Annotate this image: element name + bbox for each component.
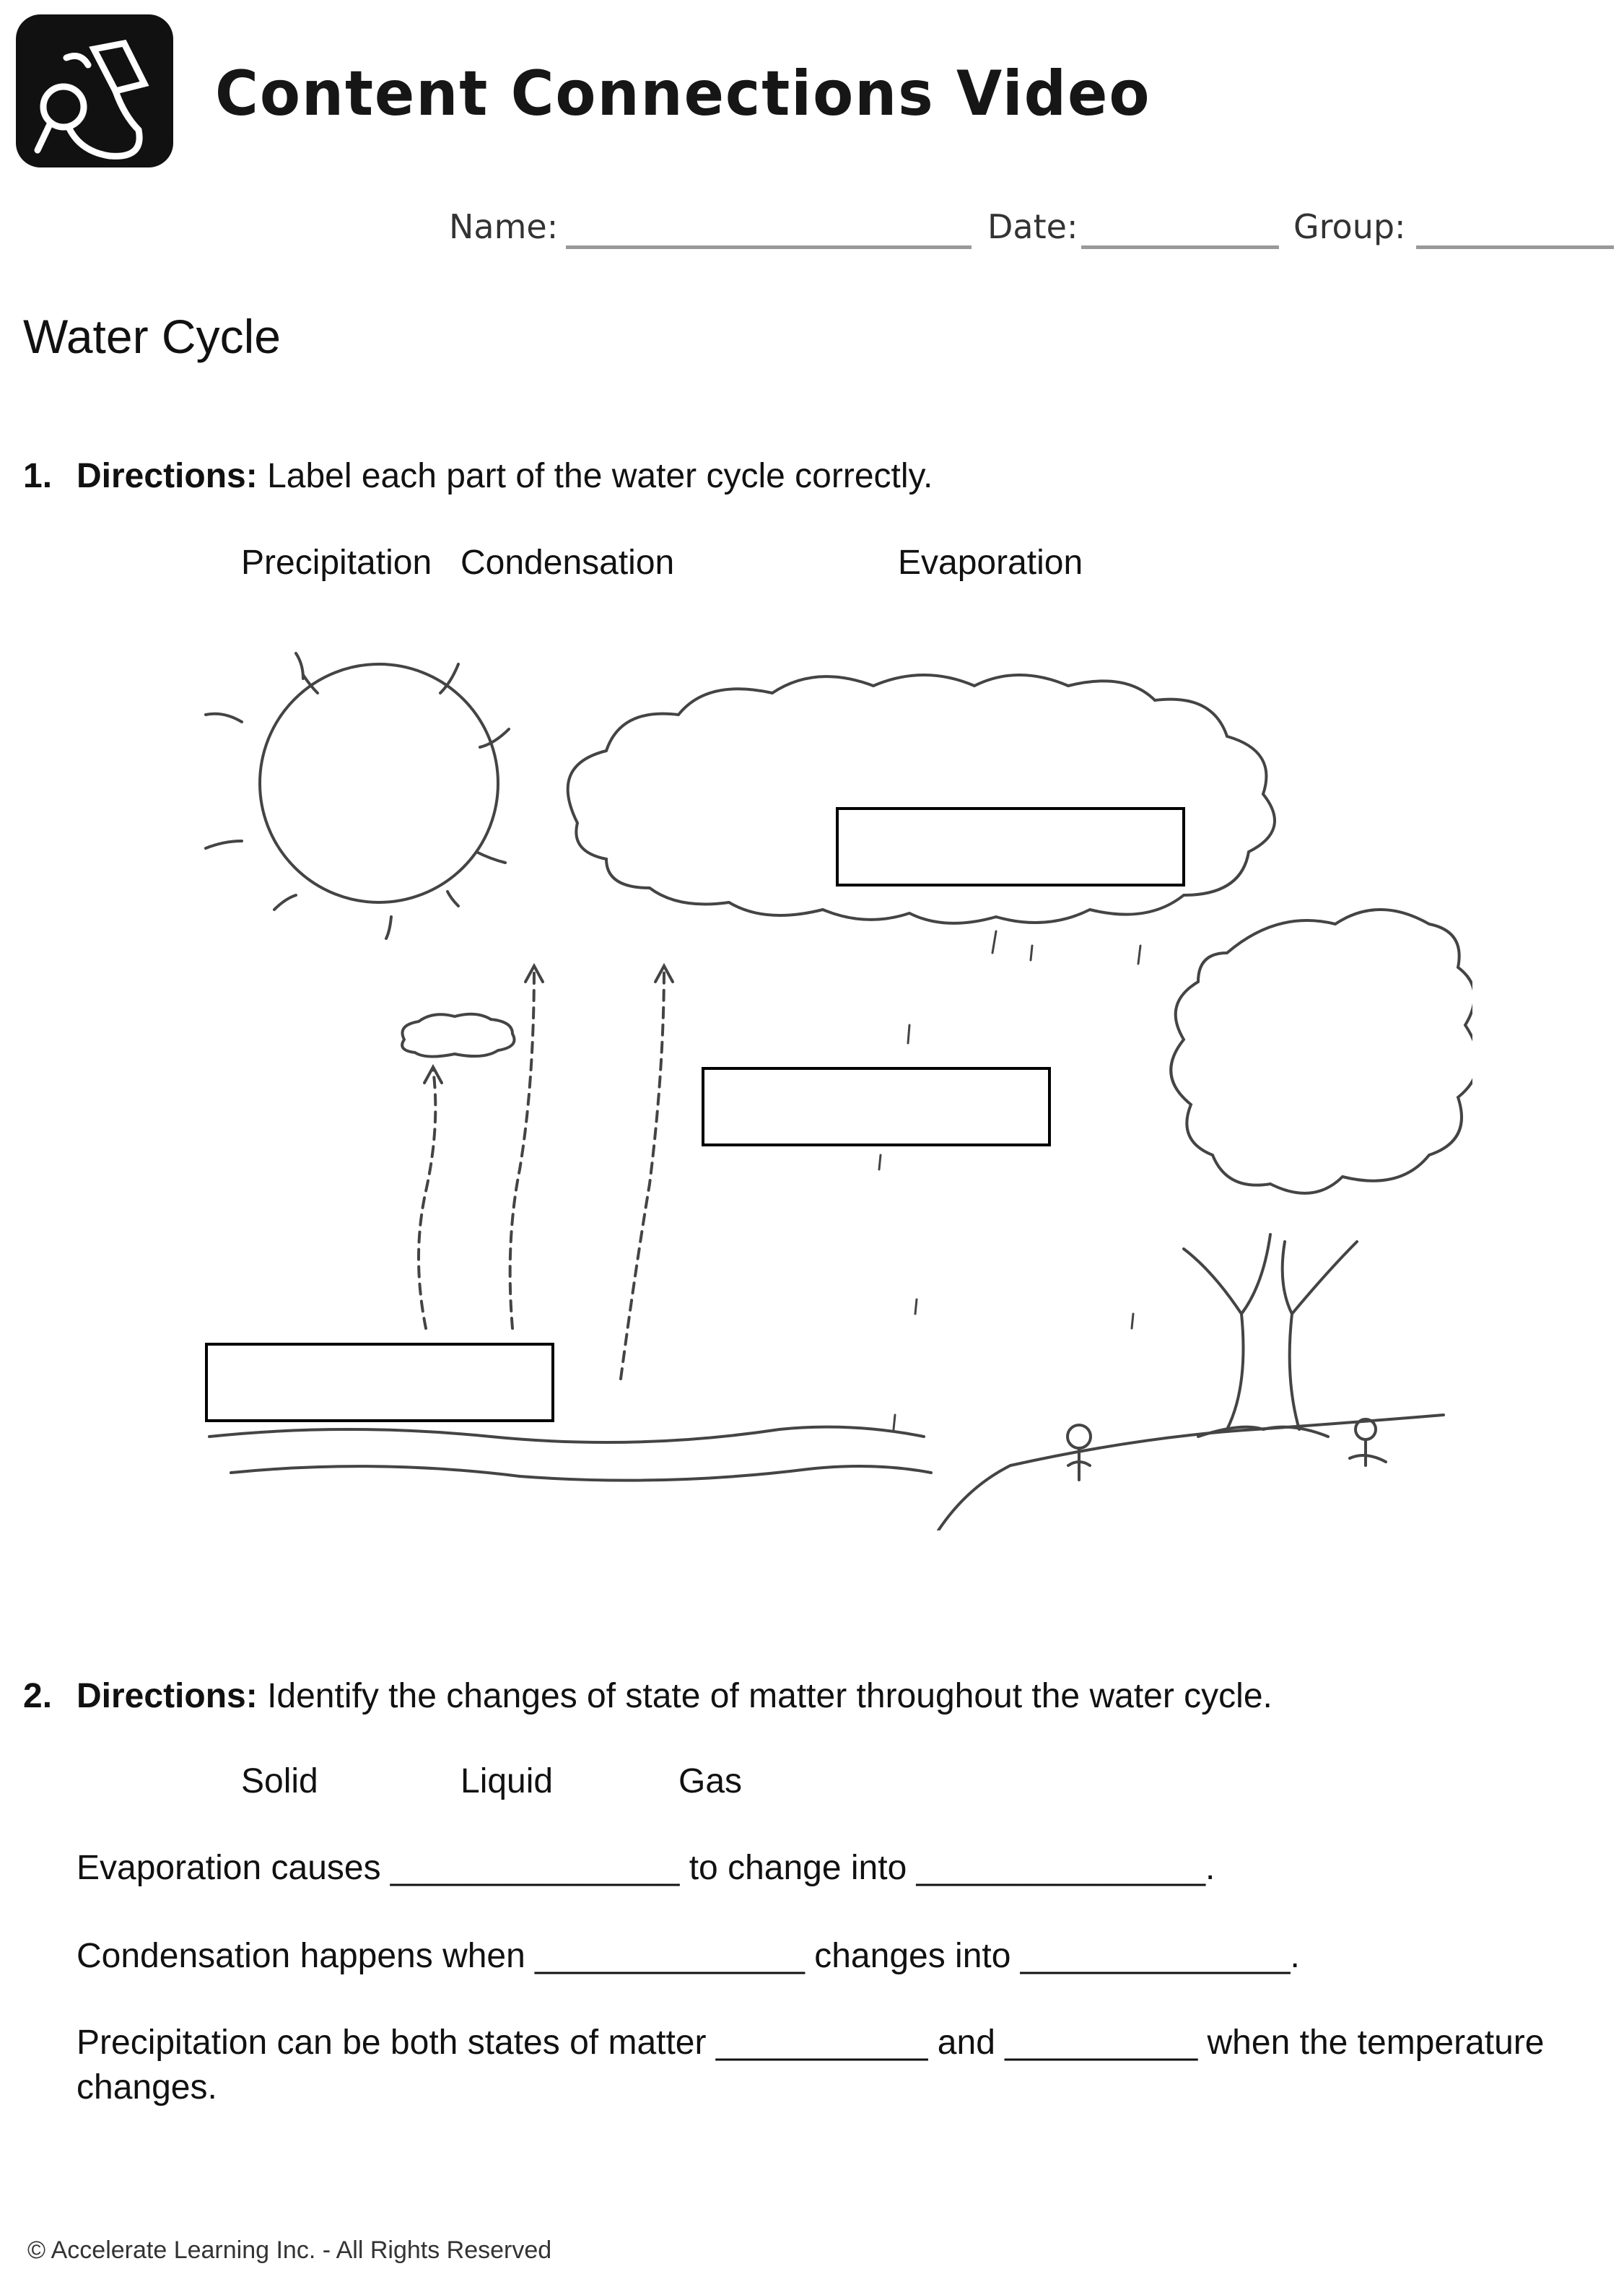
worksheet-title: Water Cycle xyxy=(23,310,281,363)
sentence-precipitation-continued: changes. xyxy=(77,2068,217,2107)
sentence-condensation[interactable]: Condensation happens when ______________ changes into ______________. xyxy=(77,1937,1300,1975)
water-illustration xyxy=(209,1427,924,1442)
condensation-answer-box[interactable] xyxy=(836,807,1185,886)
sentence-evaporation[interactable]: Evaporation causes _______________ to change into _______________. xyxy=(77,1849,1215,1887)
word-bank-condensation: Condensation xyxy=(460,544,675,582)
microphone-icon xyxy=(16,14,173,167)
word-bank-precipitation: Precipitation xyxy=(241,544,432,582)
logo xyxy=(16,14,173,167)
precipitation-answer-box[interactable] xyxy=(702,1067,1051,1146)
name-field[interactable] xyxy=(566,245,972,249)
date-field[interactable] xyxy=(1081,245,1279,249)
question-2-number: 2. xyxy=(23,1677,53,1715)
evaporation-answer-box[interactable] xyxy=(205,1343,554,1422)
group-label: Group: xyxy=(1293,207,1406,246)
question-2-directions xyxy=(77,1676,1272,1716)
name-label: Name: xyxy=(449,207,559,246)
group-field[interactable] xyxy=(1416,245,1614,249)
question-1-directions xyxy=(77,456,933,496)
sentence-precipitation[interactable]: Precipitation can be both states of matter ___________ and __________ when the temperature xyxy=(77,2023,1545,2062)
word-bank-evaporation: Evaporation xyxy=(898,544,1083,582)
word-bank-gas: Gas xyxy=(678,1762,743,1800)
word-bank-liquid: Liquid xyxy=(460,1762,554,1800)
word-bank-solid: Solid xyxy=(241,1762,318,1800)
tree-illustration xyxy=(1171,910,1472,1437)
directions-label: Directions: xyxy=(77,1677,258,1715)
date-label: Date: xyxy=(987,207,1078,246)
rain-drops-illustration xyxy=(879,931,1140,1429)
directions-text: Label each part of the water cycle correctly. xyxy=(267,457,933,495)
header-title: Content Connections Video xyxy=(215,58,1151,130)
sun-illustration xyxy=(206,653,509,938)
directions-label: Directions: xyxy=(77,457,258,495)
question-1-number: 1. xyxy=(23,457,53,495)
footer-copyright: © Accelerate Learning Inc. - All Rights Reserved xyxy=(27,2236,552,2264)
directions-text: Identify the changes of state of matter throughout the water cycle. xyxy=(267,1677,1272,1715)
small-cloud-illustration xyxy=(402,1014,514,1057)
